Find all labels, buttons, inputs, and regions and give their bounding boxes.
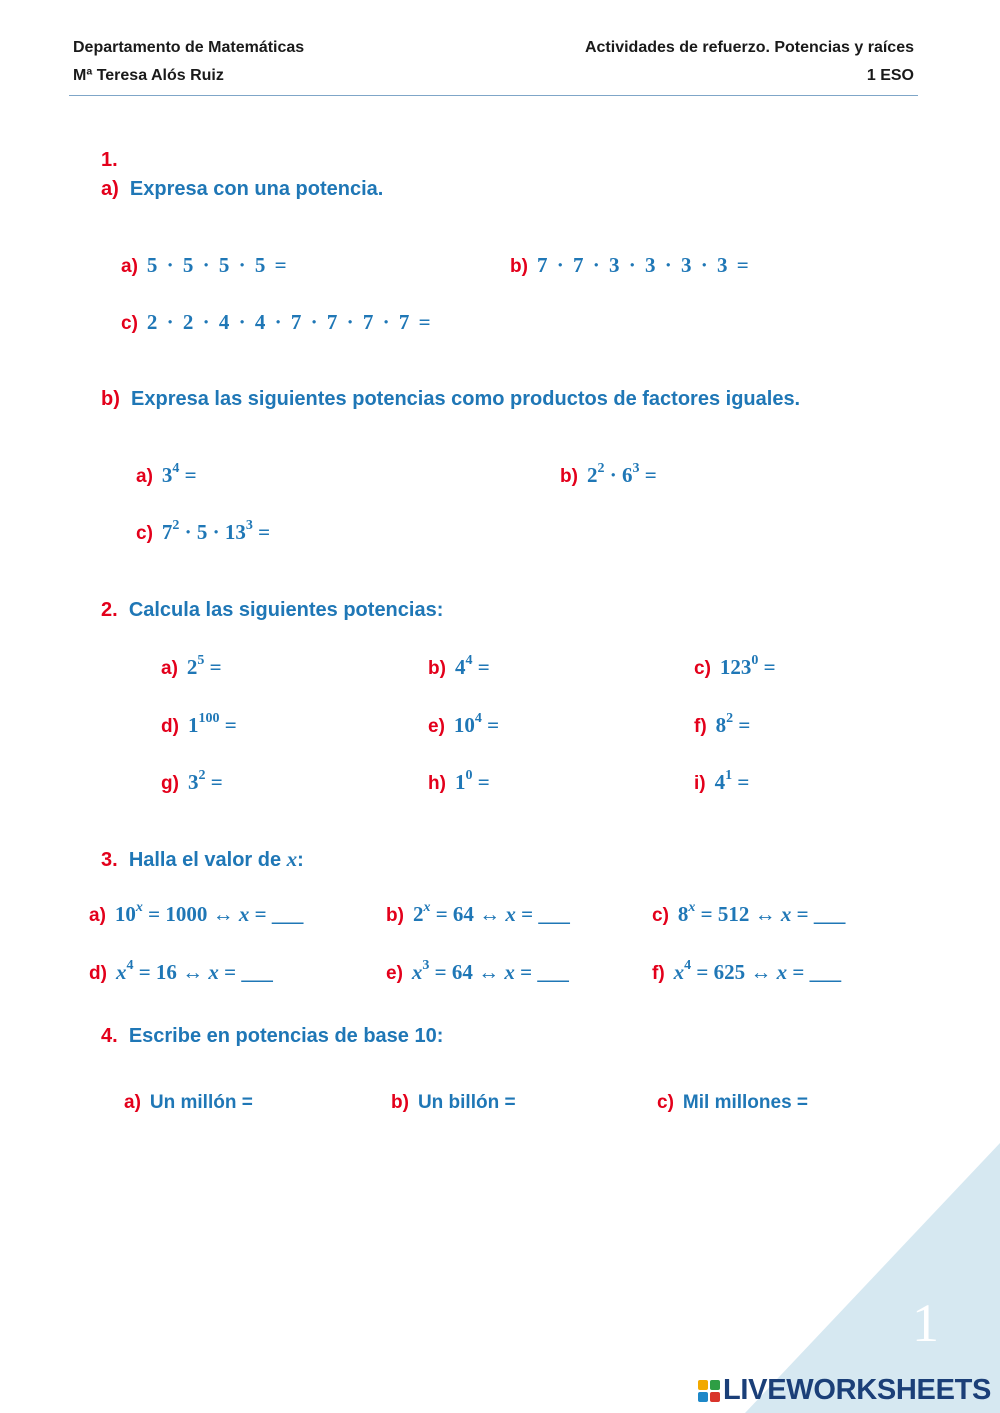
exponent: 5 [197,653,205,668]
base: 10 [114,902,136,926]
ex2-item [428,655,490,680]
variable: x [208,960,219,984]
expression: $2^2 \cdot 6^3$ = [586,461,657,487]
variable: x [776,960,788,984]
exercise-3-number: 3. [101,849,118,871]
exercise-1b-heading [101,388,800,411]
exercise-1a-title: Expresa con una potencia. [129,178,384,200]
exponent: 4 [126,958,134,973]
ex2-item [161,713,237,738]
power-expression: $1^{100}$ = [187,711,237,737]
item-label: c) [694,658,711,679]
equation: $8^x = 512$ ↔ x = ___ [677,900,846,926]
liveworksheets-logo[interactable] [698,1374,991,1407]
base: 3 [187,770,199,794]
ex3-item [652,902,845,927]
exponent: 1 [725,768,733,783]
exercise-3-title: Halla el valor de [128,849,282,871]
power-expression: $1^0$ = [454,768,490,794]
item-label: a) [124,1092,141,1113]
base: 8 [715,713,727,737]
base: 1 [454,770,466,794]
ex1a-item-a [121,253,287,278]
ex3-item [652,960,841,985]
item-label: d) [89,963,107,984]
iff-symbol: ↔ [754,902,776,926]
base: 4 [454,655,466,679]
item-label: d) [161,716,179,737]
item-label: i) [694,773,706,794]
item-label: a) [89,905,106,926]
rhs-value: 625 [713,960,746,984]
rhs-value: 64 [452,902,474,926]
exercise-1a-heading [101,178,383,201]
document-title: Actividades de refuerzo. Potencias y raíces [584,39,914,56]
logo-icon [698,1380,720,1402]
exercise-1b-label: b) [101,388,120,410]
ex2-item [694,770,749,795]
item-label: c) [657,1092,674,1113]
answer-blank[interactable]: ___ [813,902,846,926]
ex3-item [89,902,303,927]
exercise-2-title: Calcula las siguientes potencias: [128,599,444,621]
equation: $2^x = 64$ ↔ x = ___ [412,900,570,926]
ex3-item [89,960,273,985]
exercise-4-title: Escribe en potencias de base 10: [128,1025,444,1047]
item-label: e) [428,716,445,737]
ex1a-item-b [510,253,749,278]
power-expression: $10^4$ = [453,711,500,737]
answer-blank[interactable]: ___ [538,902,570,926]
iff-symbol: ↔ [750,960,772,984]
exponent: x [423,900,431,915]
equation: $x^4 = 16$ ↔ x = ___ [115,958,273,984]
item-label: c) [121,313,138,334]
iff-symbol: ↔ [478,960,500,984]
ex3-item [386,902,570,927]
ex4-item-b [391,1092,516,1114]
power-expression: $4^1$ = [714,768,750,794]
answer-blank[interactable]: ___ [241,960,273,984]
base: x [115,960,127,984]
brand-name: LIVEWORKSHEETS [723,1374,992,1406]
expression: $7^2 \cdot 5 \cdot 13^3$ = [161,518,271,544]
rhs-value: 512 [717,902,750,926]
answer-blank[interactable]: ___ [271,902,304,926]
ex2-item [694,655,776,680]
header-divider [69,95,918,96]
item-label: h) [428,773,446,794]
item-text: Un millón = [149,1092,253,1113]
ex2-item [428,770,490,795]
base: 2 [412,902,424,926]
rhs-value: 64 [451,960,473,984]
ex4-item-c [657,1092,808,1114]
variable-x: x [286,847,298,871]
variable: x [238,902,250,926]
variable: x [505,902,516,926]
course-level: 1 ESO [866,67,914,84]
expression: 7 · 7 · 3 · 3 · 3 · 3 = [536,253,749,277]
exercise-1-number: 1. [101,149,118,171]
variable: x [504,960,515,984]
ex2-item [161,655,222,680]
exercise-2-number: 2. [101,599,118,621]
department-name: Departamento de Matemáticas [73,39,305,56]
exponent: 2 [726,711,734,726]
power-expression: $123^0$ = [719,653,776,679]
item-label: b) [428,658,446,679]
expression: $3^4$ = [161,461,197,487]
item-label: b) [391,1092,409,1113]
exercise-1a-label: a) [101,178,119,200]
ex2-item [694,713,750,738]
iff-symbol: ↔ [479,902,501,926]
item-label: c) [136,523,153,544]
ex1b-item-b [560,463,657,488]
item-label: c) [652,905,669,926]
ex1b-item-c [136,520,270,545]
power-expression: $4^4$ = [454,653,490,679]
equation: $10^x = 1000$ ↔ x = ___ [114,900,304,926]
exponent: 0 [465,768,473,783]
item-label: a) [121,256,138,277]
item-label: f) [652,963,665,984]
item-label: a) [136,466,153,487]
expression: 2 · 2 · 4 · 4 · 7 · 7 · 7 · 7 = [146,310,431,334]
exponent: 3 [422,958,430,973]
rhs-value: 1000 [165,902,208,926]
base: 1 [187,713,199,737]
exponent: 4 [684,958,692,973]
exponent: 4 [474,711,482,726]
variable: x [780,902,792,926]
base: x [673,960,685,984]
equation: $x^4 = 625$ ↔ x = ___ [673,958,842,984]
exponent: 0 [751,653,759,668]
exercise-4-heading [101,1025,443,1048]
item-label: a) [161,658,178,679]
item-label: f) [694,716,707,737]
power-expression: $3^2$ = [187,768,223,794]
base: 8 [677,902,689,926]
base: x [411,960,423,984]
item-text: Mil millones = [682,1092,809,1113]
ex2-item [428,713,499,738]
base: 10 [453,713,475,737]
colon: : [297,849,304,871]
base: 123 [719,655,752,679]
ex1b-item-a [136,463,197,488]
power-expression: $2^5$ = [186,653,222,679]
base: 4 [714,770,726,794]
item-label: b) [560,466,578,487]
item-label: g) [161,773,179,794]
power-expression: $8^2$ = [715,711,751,737]
corner-decoration [745,1143,1000,1413]
author-name: Mª Teresa Alós Ruiz [73,67,224,84]
exponent: 4 [465,653,473,668]
ex4-item-a [124,1092,253,1114]
item-label: b) [386,905,404,926]
exponent: x [688,900,696,915]
expression: 5 · 5 · 5 · 5 = [146,253,287,277]
rhs-value: 16 [155,960,177,984]
item-label: b) [510,256,528,277]
iff-symbol: ↔ [182,960,204,984]
item-text: Un billón = [417,1092,516,1113]
answer-blank[interactable]: ___ [537,960,569,984]
exponent: 2 [198,768,206,783]
exercise-4-number: 4. [101,1025,118,1047]
answer-blank[interactable]: ___ [809,960,842,984]
exponent: 100 [198,711,220,726]
exercise-1b-title: Expresa las siguientes potencias como productos de factores iguales. [131,388,801,410]
ex3-item [386,960,569,985]
ex1a-item-c [121,310,431,335]
equation: $x^3 = 64$ ↔ x = ___ [411,958,569,984]
iff-symbol: ↔ [212,902,234,926]
ex2-item [161,770,223,795]
item-label: e) [386,963,403,984]
exercise-3-heading [101,847,304,872]
exponent: x [135,900,143,915]
exercise-2-heading [101,599,443,622]
page-number: 1 [912,1293,939,1353]
base: 2 [186,655,198,679]
